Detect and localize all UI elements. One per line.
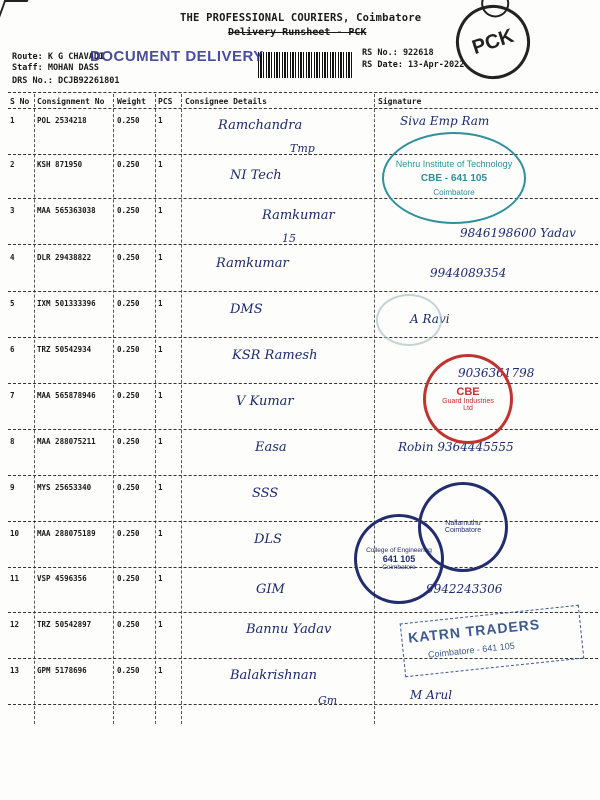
row-weight: 0.250 — [117, 160, 140, 169]
row-consignee: KSR Ramesh — [232, 348, 318, 363]
row-consignment-no: MYS 25653340 — [37, 483, 92, 492]
document-delivery-stamp: DOCUMENT DELIVERY — [90, 48, 264, 65]
row-weight: 0.250 — [117, 437, 140, 446]
row-consignee: Bannu Yadav — [246, 622, 332, 637]
row-consignee: Balakrishnan — [230, 668, 318, 683]
seal-text: Nallamuthu — [445, 520, 481, 527]
row-divider — [8, 244, 598, 245]
header-consignee: Consignee Details — [185, 97, 267, 106]
col-divider — [155, 94, 156, 724]
row-weight: 0.250 — [117, 483, 140, 492]
row-consignment-no: MAA 565363038 — [37, 206, 96, 215]
row-consignment-no: VSP 4596356 — [37, 574, 87, 583]
pck-stamp — [446, 0, 539, 89]
seal-text: Coimbatore — [382, 564, 416, 571]
header-signature: Signature — [378, 97, 422, 106]
header-pcs: PCS — [158, 97, 173, 106]
staff-label: Staff: MOHAN DASS — [12, 63, 99, 73]
seal-text: CBE — [456, 386, 480, 398]
row-consignee-extra: 15 — [282, 232, 296, 245]
row-consignee: GIM — [256, 582, 285, 597]
row-sno: 5 — [10, 299, 15, 308]
seal-text: Coimbatore — [444, 527, 482, 534]
col-divider — [113, 94, 114, 724]
row-pcs: 1 — [158, 437, 163, 446]
route-label: Route: K G CHAVADI — [12, 52, 105, 62]
row-consignee: V Kumar — [236, 394, 294, 409]
row-divider — [8, 429, 598, 430]
row-consignment-no: GPM 5178696 — [37, 666, 87, 675]
col-divider — [34, 94, 35, 724]
stamp-text: KATRN TRADERS — [407, 615, 541, 646]
row-consignee: Ramchandra — [218, 118, 303, 133]
row-divider — [8, 291, 598, 292]
row-consignment-no: KSH 871950 — [37, 160, 83, 169]
page-title: THE PROFESSIONAL COURIERS, Coimbatore — [180, 12, 422, 24]
row-divider — [8, 475, 598, 476]
row-consignee: SSS — [252, 486, 279, 501]
row-weight: 0.250 — [117, 206, 140, 215]
row-pcs: 1 — [158, 116, 163, 125]
barcode — [258, 52, 354, 78]
row-weight: 0.250 — [117, 574, 140, 583]
row-consignment-no: TRZ 50542897 — [37, 620, 92, 629]
row-pcs: 1 — [158, 160, 163, 169]
traders-stamp — [400, 605, 585, 678]
row-sno: 11 — [10, 574, 20, 583]
row-weight: 0.250 — [117, 620, 140, 629]
row-divider — [8, 704, 598, 705]
row-consignment-no: MAA 288075189 — [37, 529, 96, 538]
row-consignee: Ramkumar — [262, 208, 335, 223]
row-weight: 0.250 — [117, 666, 140, 675]
row-sno: 10 — [10, 529, 20, 538]
row-pcs: 1 — [158, 574, 163, 583]
row-weight: 0.250 — [117, 529, 140, 538]
row-sno: 1 — [10, 116, 15, 125]
row-divider — [8, 337, 598, 338]
row-signature: 9944089354 — [430, 266, 507, 280]
seal-text: 641 105 — [382, 554, 416, 564]
row-pcs: 1 — [158, 391, 163, 400]
seal-text: CBE - 641 105 — [420, 173, 488, 184]
row-sno: 13 — [10, 666, 20, 675]
row-signature: 9846198600 Yadav — [460, 226, 576, 240]
row-divider — [8, 567, 598, 568]
row-signature: M Arul — [410, 688, 453, 702]
row-pcs: 1 — [158, 620, 163, 629]
row-sno: 7 — [10, 391, 15, 400]
row-sno: 2 — [10, 160, 15, 169]
row-pcs: 1 — [158, 299, 163, 308]
company-seal — [423, 354, 513, 444]
page-subtitle: Delivery Runsheet - PCK — [228, 27, 367, 38]
row-pcs: 1 — [158, 529, 163, 538]
col-divider — [374, 94, 375, 724]
row-pcs: 1 — [158, 666, 163, 675]
seal-text: Guard Industries — [442, 398, 494, 405]
drs-label: DRS No.: DCJB92261801 — [12, 76, 120, 86]
seal-text: Nehru Institute of Technology — [395, 159, 513, 169]
seal-text: College of Engineering — [366, 547, 432, 554]
row-signature: Robin 9364445555 — [398, 440, 514, 454]
row-consignee: DLS — [254, 532, 282, 547]
row-weight: 0.250 — [117, 391, 140, 400]
row-consignee-extra: Gm — [318, 694, 338, 707]
corner-mark — [0, 0, 28, 24]
row-consignee: Ramkumar — [216, 256, 289, 271]
row-weight: 0.250 — [117, 299, 140, 308]
row-weight: 0.250 — [117, 345, 140, 354]
row-consignee: DMS — [230, 302, 263, 317]
row-divider — [8, 521, 598, 522]
college-seal — [354, 514, 444, 604]
row-consignee: NI Tech — [230, 168, 282, 183]
rs-date-label: RS Date: 13-Apr-2022 — [362, 60, 465, 70]
row-pcs: 1 — [158, 253, 163, 262]
table-header-rule — [8, 108, 598, 109]
row-consignee-extra: Tmp — [290, 142, 315, 155]
header-sno: S No — [10, 97, 30, 106]
row-sno: 8 — [10, 437, 15, 446]
row-consignment-no: MAA 288075211 — [37, 437, 96, 446]
col-divider — [181, 94, 182, 724]
row-sno: 12 — [10, 620, 20, 629]
row-consignment-no: TRZ 50542934 — [37, 345, 92, 354]
row-signature: A Ravi — [410, 312, 450, 326]
pck-stamp-text: PCK — [469, 24, 517, 59]
row-pcs: 1 — [158, 206, 163, 215]
row-sno: 4 — [10, 253, 15, 262]
row-sno: 6 — [10, 345, 15, 354]
header-consignment: Consignment No — [37, 97, 105, 106]
rs-no-label: RS No.: 922618 — [362, 48, 434, 58]
row-weight: 0.250 — [117, 116, 140, 125]
seal-text: Ltd — [463, 405, 473, 412]
row-weight: 0.250 — [117, 253, 140, 262]
row-sno: 9 — [10, 483, 15, 492]
row-signature: 9942243306 — [426, 582, 503, 596]
seal-text: Coimbatore — [433, 188, 475, 197]
header-weight: Weight — [117, 97, 146, 106]
row-pcs: 1 — [158, 483, 163, 492]
row-pcs: 1 — [158, 345, 163, 354]
row-consignee: Easa — [255, 440, 287, 455]
row-sno: 3 — [10, 206, 15, 215]
institute-seal — [382, 132, 526, 224]
row-signature: Siva Emp Ram — [400, 114, 490, 128]
row-signature: 9036361798 — [458, 366, 535, 380]
row-consignment-no: DLR 29438822 — [37, 253, 92, 262]
faded-seal — [376, 294, 442, 346]
row-consignment-no: IXM 501333396 — [37, 299, 96, 308]
row-consignment-no: POL 2534218 — [37, 116, 87, 125]
row-consignment-no: MAA 565878946 — [37, 391, 96, 400]
stamp-text: Coimbatore - 641 105 — [427, 640, 516, 660]
table-top-rule — [8, 92, 598, 93]
